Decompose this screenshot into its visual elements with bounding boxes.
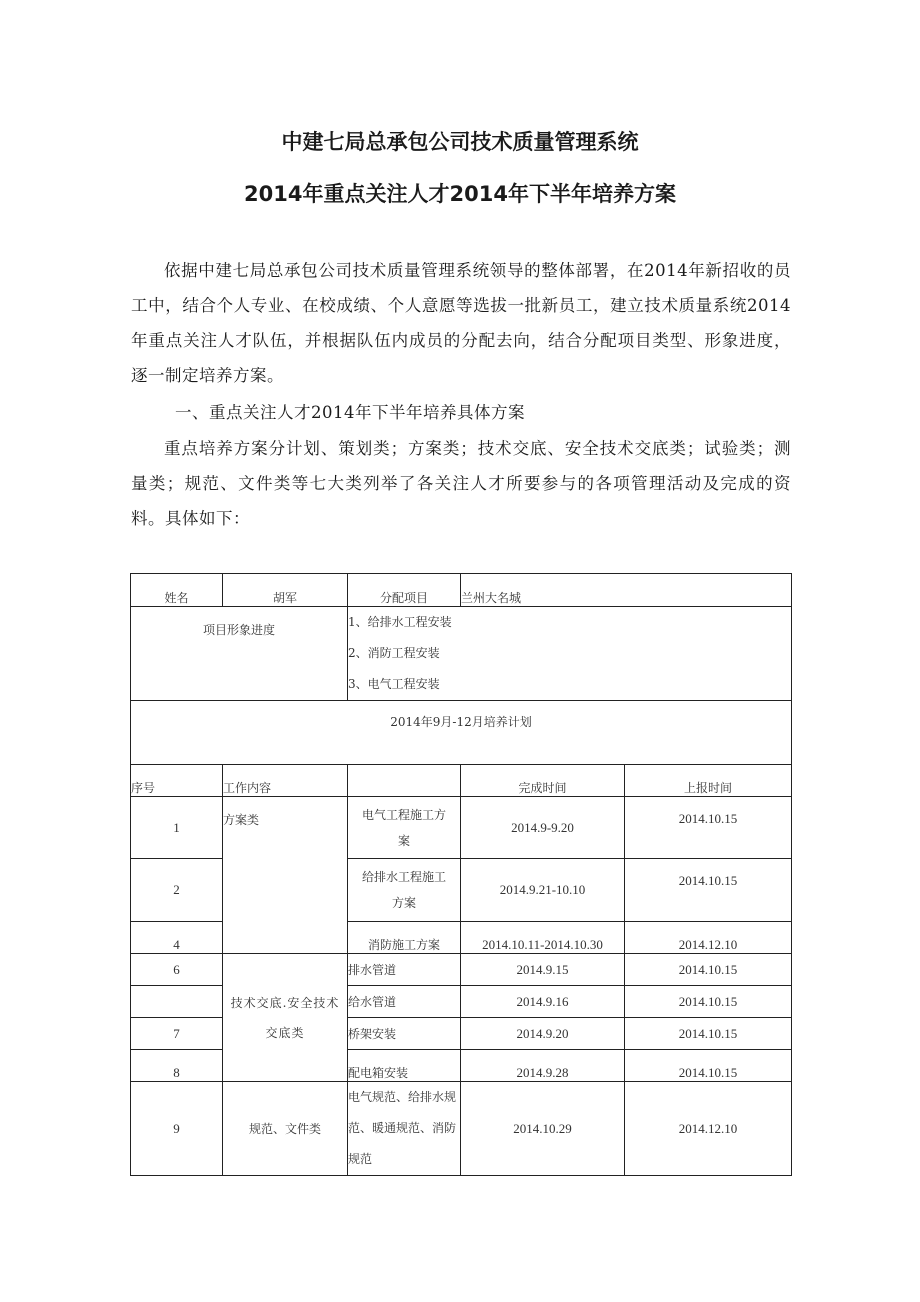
row-item: 消防施工方案 (348, 922, 461, 954)
progress-item: 1、给排水工程安装 (348, 615, 452, 629)
row-item: 给水管道 (348, 986, 461, 1018)
plan-title-row (131, 701, 792, 765)
row-no: 9 (131, 1082, 223, 1176)
row-no: 4 (131, 922, 223, 954)
row-no: 6 (131, 954, 223, 986)
progress-item: 3、电气工程安装 (348, 677, 440, 691)
table-row (131, 954, 792, 986)
table-row (131, 1082, 792, 1176)
row-item: 排水管道 (348, 954, 461, 986)
row-report: 2014.12.10 (625, 1082, 792, 1176)
intro-paragraph: 依据中建七局总承包公司技术质量管理系统领导的整体部署，在2014年新招收的员工中，结合个人专业、在校成绩、个人意愿等选拔一批新员工，建立技术质量系统2014年重点关注人才队伍，并根据队伍内成员的分配去向，结合分配项目类型、形象进度，逐一制定培养方案。 (131, 261, 791, 385)
row-finish: 2014.9.16 (461, 986, 625, 1018)
plan-paragraph: 重点培养方案分计划、策划类；方案类；技术交底、安全技术交底类；试验类；测量类；规范、文件类等七大类列举了各关注人才所要参与的各项管理活动及完成的资料。具体如下： (131, 439, 791, 528)
row-finish: 2014.10.29 (461, 1082, 625, 1176)
row-finish: 2014.9-9.20 (461, 797, 625, 859)
row-report: 2014.12.10 (625, 922, 792, 954)
row-finish: 2014.9.28 (461, 1050, 625, 1082)
project-value: 兰州大名城 (461, 574, 792, 607)
row-no: 2 (131, 859, 223, 922)
header-content: 工作内容 (223, 765, 348, 797)
row-report: 2014.10.15 (625, 986, 792, 1018)
progress-row (131, 607, 792, 701)
row-no: 1 (131, 797, 223, 859)
row-finish: 2014.9.15 (461, 954, 625, 986)
progress-label: 项目形象进度 (131, 607, 348, 701)
project-label: 分配项目 (348, 574, 461, 607)
row-report: 2014.10.15 (625, 954, 792, 986)
row-finish: 2014.10.11-2014.10.30 (461, 922, 625, 954)
category-scheme: 方案类 (223, 797, 348, 954)
header-report: 上报时间 (625, 765, 792, 797)
row-no (131, 986, 223, 1018)
document-title: 中建七局总承包公司技术质量管理系统 (281, 130, 639, 154)
category-spec: 规范、文件类 (223, 1082, 348, 1176)
document-subtitle: 2014年重点关注人才2014年下半年培养方案 (244, 182, 676, 206)
row-item: 电气工程施工方案 (348, 797, 461, 859)
row-report: 2014.10.15 (625, 1050, 792, 1082)
row-item: 桥架安装 (348, 1018, 461, 1050)
table-row (131, 797, 792, 859)
row-no: 7 (131, 1018, 223, 1050)
header-finish: 完成时间 (461, 765, 625, 797)
row-report: 2014.10.15 (625, 1018, 792, 1050)
row-report: 2014.10.15 (625, 859, 792, 922)
info-row (131, 574, 792, 607)
row-finish: 2014.9.20 (461, 1018, 625, 1050)
plan-title: 2014年9月-12月培养计划 (131, 701, 792, 765)
category-tech: 技术交底.安全技术交底类 (223, 954, 348, 1082)
row-item: 配电箱安装 (348, 1050, 461, 1082)
row-report: 2014.10.15 (625, 797, 792, 859)
row-no: 8 (131, 1050, 223, 1082)
row-item: 给排水工程施工方案 (348, 859, 461, 922)
name-value: 胡军 (223, 574, 348, 607)
progress-item: 2、消防工程安装 (348, 646, 440, 660)
training-plan-table (130, 573, 792, 1176)
header-row (131, 765, 792, 797)
section-heading: 一、重点关注人才2014年下半年培养具体方案 (175, 403, 525, 422)
header-item (348, 765, 461, 797)
row-item: 电气规范、给排水规范、暖通规范、消防规范 (348, 1082, 461, 1176)
name-label: 姓名 (131, 574, 223, 607)
progress-list (348, 607, 792, 701)
header-no: 序号 (131, 765, 223, 797)
row-finish: 2014.9.21-10.10 (461, 859, 625, 922)
